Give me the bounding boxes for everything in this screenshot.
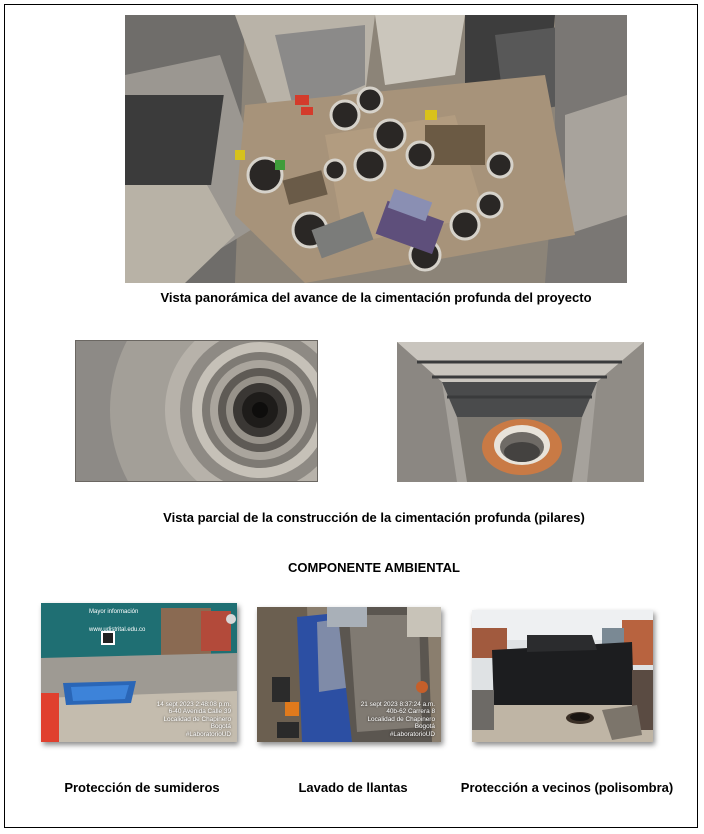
tires-stamp: 21 sept 2023 8:37:24 a.m. 40b-62 Carrera 8 Localidad de Chapinero Bogotá #LaboratorioUD [360,700,435,738]
drains-stamp: 14 sept 2023 2:48:08 p.m. 6-40 Avenida Calle 39 Localidad de Chapinero Bogotá #LaboratorioUD [156,700,231,738]
partial-caption: Vista parcial de la construcción de la cimentación profunda (pilares) [163,510,585,525]
neighbors-photo [472,610,653,742]
drains-caption: Protección de sumideros [64,780,220,795]
panoramic-caption: Vista panorámica del avance de la cimentación profunda del proyecto [160,290,592,305]
drains-photo [41,603,237,742]
panoramic-photo [125,15,627,283]
tires-caption: Lavado de llantas [298,780,408,795]
banner-url: www.udistrital.edu.co [89,627,146,633]
banner-title: Mayor información [89,609,139,615]
tires-photo [257,607,441,742]
shaft-photo-left [75,340,318,482]
section-heading: COMPONENTE AMBIENTAL [288,560,460,575]
shaft-photo-right [397,342,644,482]
neighbors-caption: Protección a vecinos (polisombra) [460,780,674,795]
